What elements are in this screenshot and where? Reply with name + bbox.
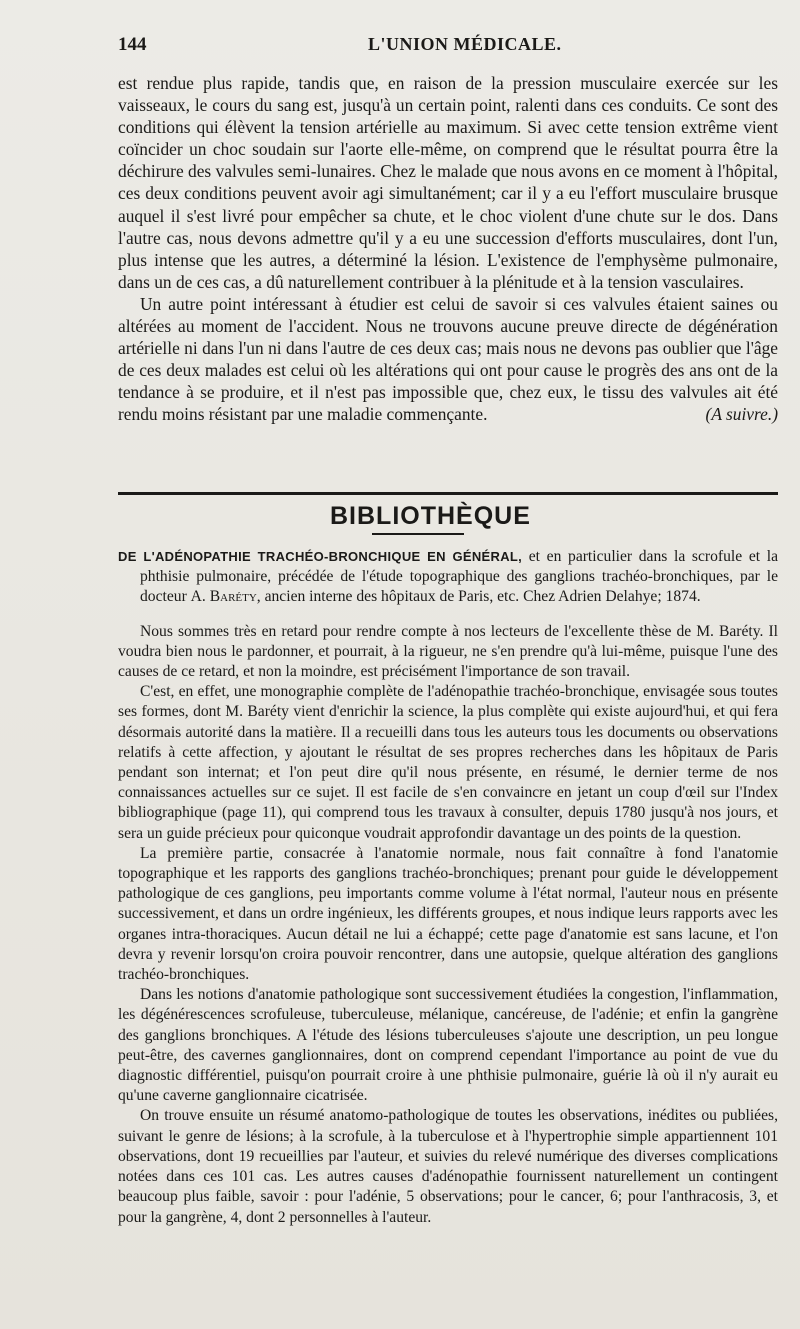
page-header — [118, 34, 760, 62]
bibliographic-reference — [118, 547, 778, 608]
article-paragraph-text: Un autre point intéressant à étudier est celui de savoir si ces valvules étaient saines ou altérées au moment de l'accident. Nous ne trouvons aucune preuve directe de dégénération artérielle ni dans l'un ni dans l'autre de ces deux cas; mais nous ne devons pas oublier que l'âge de ces deux malades est celui où les altérations qui ont pour cause le progrès des ans ont de la tendance à se produire, et il n'est pas impossible que, chez eux, le tissu des valvules ait été rendu moins résistant par une maladie commençante. — [118, 293, 778, 425]
section-title: BIBLIOTHÈQUE — [330, 502, 531, 530]
book-review — [118, 547, 778, 1228]
reference-publisher: , ancien interne des hôpitaux de Paris, etc. Chez Adrien Delahye; 1874. — [256, 588, 701, 606]
article-continuation — [118, 72, 778, 426]
article-paragraph: est rendue plus rapide, tandis que, en raison de la pression musculaire exercée sur les vaisseaux, le cours du sang est, jusqu'à un certain point, ralenti dans ces conduits. Ce sont des conditions qui élèvent la tension artérielle au maximum. Si avec cette tension extrême vient coïncider un choc soudain sur l'aorte elle-même, on comprend que le résultat pourra être la déchirure des valvules semi-lunaires. Chez le malade que nous avons en ce moment à l'hôpital, ces deux conditions peuvent avoir agi simultanément; car il y a eu l'effort musculaire brusque auquel il s'est livré pour empêcher sa chute, et le choc violent d'une chute sur le dos. Dans l'autre cas, nous devons admettre qu'il y a eu une succession d'efforts musculaires, dont l'un, plus intense que les autres, a déterminé la lésion. L'existence de l'emphysème pulmonaire, dans un de ces cas, a dû naturellement contribuer à la plénitude et à la tension vasculaires. — [118, 73, 778, 292]
review-paragraph: Dans les notions d'anatomie pathologique sont successivement étudiées la congestion, l'inflammation, les dégénérescences scrofuleuse, tuberculeuse, mélanique, cancéreuse, de l'adénie; et enfin la gangrène des ganglions bronchiques. A l'étude des lésions tuberculeuses s'ajoute une description, un peu longue peut-être, des cavernes ganglionnaires, dont on comprend cependant l'importance au point de vue du diagnostic différentiel, puisqu'on pourrait croire à une phthisie pulmonaire, guérie là où il n'y aurait eu qu'une caverne ganglionnaire cicatrisée. — [118, 986, 778, 1105]
reference-author: A. Baréty — [190, 588, 257, 606]
review-paragraph: La première partie, consacrée à l'anatomie normale, nous fait connaître à fond l'anatomie topographique et les rapports des ganglions trachéo-bronchiques; prenant pour guide le développement pathologique de ces ganglions, peu importants comme volume à l'état normal, l'auteur nous en présente successivement, et dans un ordre ingénieux, les différents groupes, et nous indique leurs rapports avec les organes intra-thoraciques. Aucun détail ne lui a échappé; cette page d'anatomie est sans lacune, et l'on devra y revenir lorsqu'on croira pouvoir rencontrer, dans une autopsie, quelque altération des ganglions trachéo-bronchiques. — [118, 844, 778, 984]
section-title-underline — [372, 533, 464, 535]
section-rule — [118, 492, 778, 495]
running-title: L'UNION MÉDICALE. — [368, 34, 562, 54]
reference-details: et en particulier dans la scrofule et la phthisie pulmonaire, précédée de l'étude topographique des ganglions trachéo-bronchiques, par le docteur — [140, 548, 778, 606]
page-number: 144 — [118, 34, 147, 55]
review-paragraph: C'est, en effet, une monographie complète de l'adénopathie trachéo-bronchique, envisagée sous toutes ses formes, dont M. Baréty vient d'enrichir la science, la plus complète qui existe aujourd'hui, et qui fera désormais autorité dans la matière. Il a recueilli dans tous les auteurs tous les documents ou observations relatifs à cette affection, y ajoutant le résultat de ses propres recherches dans les hôpitaux de Paris pendant son internat; et l'on peut dire qu'il nous présente, en résumé, le dernier terme de nos connaissances actuelles sur ce sujet. Il est facile de s'en convaincre en jetant un coup d'œil sur l'Index bibliographique (page 11), qui comprend tous les travaux à consulter, depuis 1780 jusqu'à nos jours, et sera un guide précieux pour quiconque voudrait approfondir davantage un des points de la question. — [118, 683, 778, 842]
review-paragraph: On trouve ensuite un résumé anatomo-pathologique de toutes les observations, inédites ou publiées, suivant le genre de lésions; à la scrofule, à la tuberculose et à l'hypertrophie simple appartiennent 101 observations, dont 19 recueillies par l'auteur, et suivies du relevé numérique des diverses complications notées dans ces 101 cas. Les autres causes d'adénopathie fournissent naturellement un contingent beaucoup plus faible, savoir : pour l'adénie, 5 observations; pour le cancer, 6; pour l'anthracosis, 3, et pour la gangrène, 4, dont 2 personnelles à l'auteur. — [118, 1107, 778, 1226]
to-be-continued: (A suivre.) — [705, 404, 778, 425]
review-paragraph: Nous sommes très en retard pour rendre compte à nos lecteurs de l'excellente thèse de M. Baréty. Il voudra bien nous le pardonner, et pourrait, à la rigueur, ne s'en prendre qu'à lui-même, puisque l'une des causes de ce retard, et non la moindre, est précisément l'importance de son travail. — [118, 622, 778, 681]
article-paragraph — [118, 293, 778, 426]
reference-title: DE L'ADÉNOPATHIE TRACHÉO-BRONCHIQUE EN GÉNÉRAL, — [118, 549, 523, 564]
